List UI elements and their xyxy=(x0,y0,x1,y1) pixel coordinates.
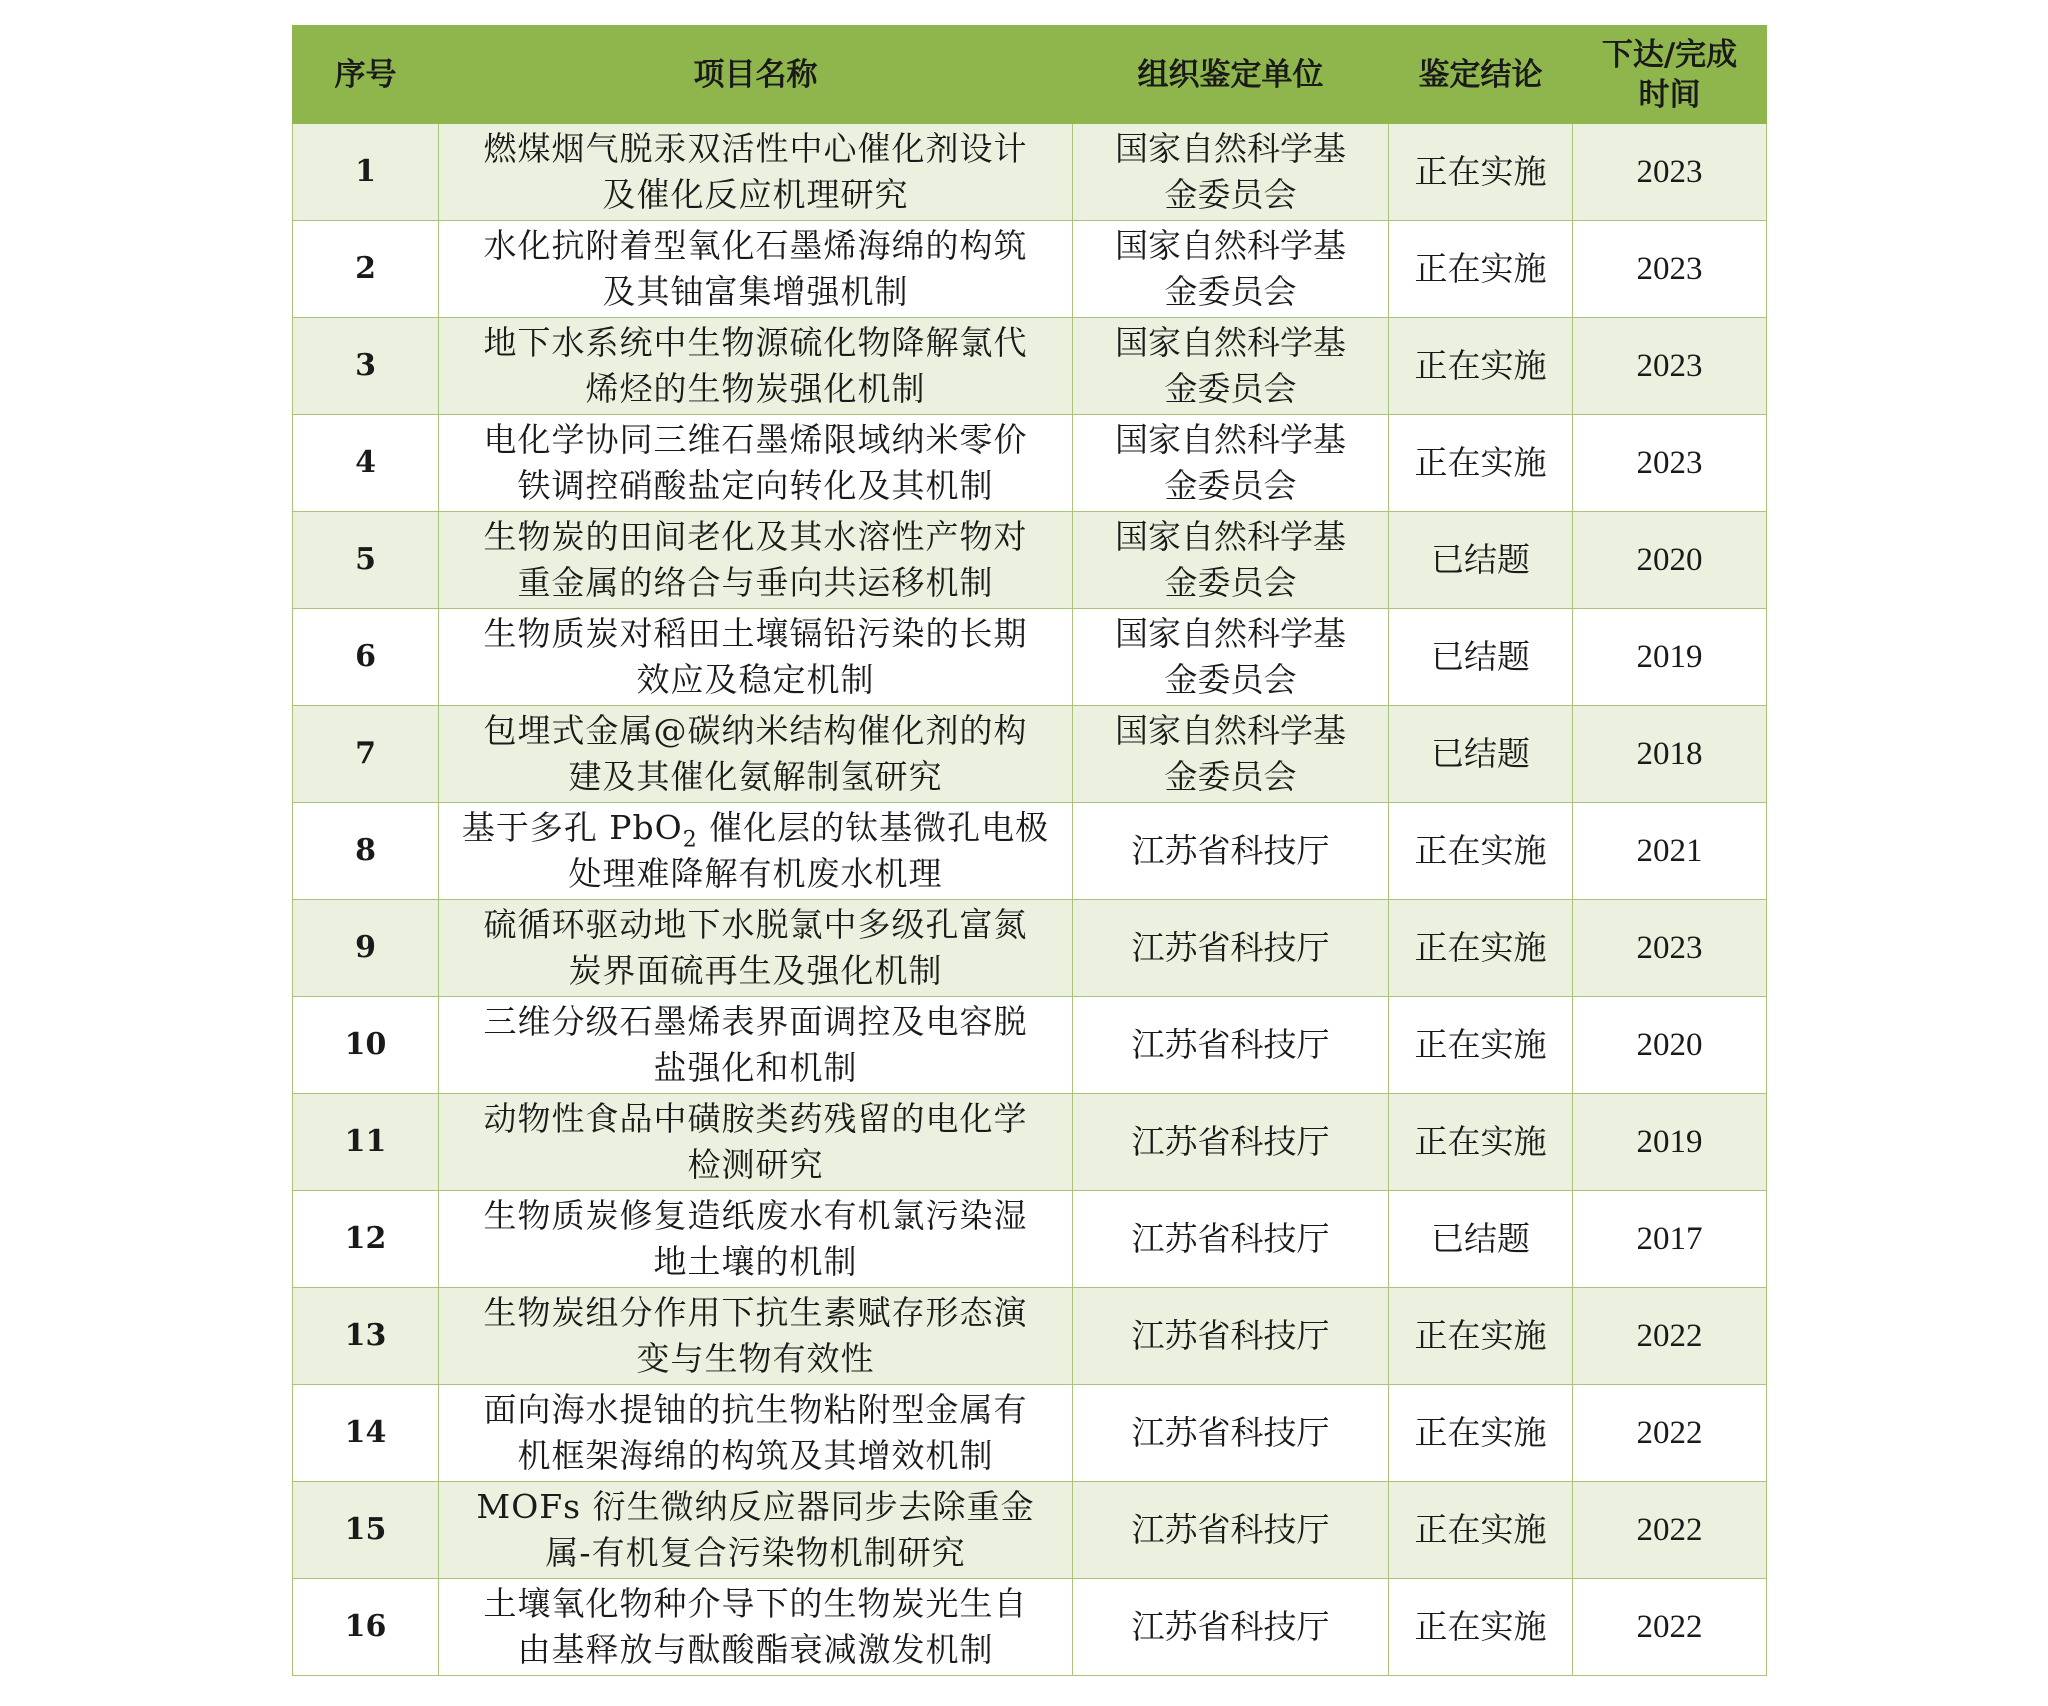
row-year-cell: 2023 xyxy=(1573,221,1767,318)
row-result-cell: 正在实施 xyxy=(1389,318,1573,415)
row-result-cell: 正在实施 xyxy=(1389,124,1573,221)
row-name-line1: 生物炭组分作用下抗生素赋存形态演 xyxy=(483,1293,1028,1332)
row-name-line1: 动物性食品中磺胺类药残留的电化学 xyxy=(483,1099,1028,1138)
row-num-cell: 4 xyxy=(293,415,439,512)
header-result: 鉴定结论 xyxy=(1389,26,1573,124)
row-year-cell: 2023 xyxy=(1573,415,1767,512)
row-name-line1: 生物质炭修复造纸废水有机氯污染湿 xyxy=(483,1196,1028,1235)
row-year-cell: 2023 xyxy=(1573,900,1767,997)
row-name-cell xyxy=(439,609,1073,706)
row-name-line1: 硫循环驱动地下水脱氯中多级孔富氮 xyxy=(483,905,1028,944)
row-name-line2: 变与生物有效性 xyxy=(636,1339,875,1378)
row-org-line1: 国家自然科学基 xyxy=(1115,614,1346,653)
row-year-cell: 2022 xyxy=(1573,1288,1767,1385)
row-org-line2: 金委员会 xyxy=(1164,466,1297,505)
table-header xyxy=(293,26,1767,124)
row-year-cell: 2019 xyxy=(1573,609,1767,706)
table-row xyxy=(293,803,1767,900)
header-row xyxy=(293,26,1767,124)
row-name-line2: 由基释放与酞酸酯衰减激发机制 xyxy=(517,1630,994,1669)
row-year-cell: 2022 xyxy=(1573,1385,1767,1482)
table-row xyxy=(293,1482,1767,1579)
row-result-cell: 正在实施 xyxy=(1389,1579,1573,1676)
table-body xyxy=(293,124,1767,1676)
row-year-cell: 2021 xyxy=(1573,803,1767,900)
row-org-line2: 金委员会 xyxy=(1164,272,1297,311)
row-result-cell: 已结题 xyxy=(1389,706,1573,803)
row-org-line2: 金委员会 xyxy=(1164,563,1297,602)
row-name-line2: 地土壤的机制 xyxy=(653,1242,858,1281)
row-org-text: 江苏省科技厅 xyxy=(1131,831,1330,870)
row-name-line1: 土壤氧化物种介导下的生物炭光生自 xyxy=(483,1584,1028,1623)
row-name-line2: 检测研究 xyxy=(687,1145,824,1184)
table-row xyxy=(293,1385,1767,1482)
row-name-line1: 包埋式金属@碳纳米结构催化剂的构 xyxy=(483,711,1028,750)
table-row xyxy=(293,706,1767,803)
row-year-cell: 2017 xyxy=(1573,1191,1767,1288)
row-year-cell: 2023 xyxy=(1573,124,1767,221)
row-org-cell xyxy=(1073,997,1389,1094)
row-org-line2: 金委员会 xyxy=(1164,660,1297,699)
table-row xyxy=(293,900,1767,997)
row-name-line2: 建及其催化氨解制氢研究 xyxy=(568,757,943,796)
row-name-post: 催化层的钛基微孔电极 xyxy=(697,808,1050,847)
row-org-line1: 国家自然科学基 xyxy=(1115,226,1346,265)
row-year-cell: 2023 xyxy=(1573,318,1767,415)
row-num-cell: 10 xyxy=(293,997,439,1094)
row-num-cell: 9 xyxy=(293,900,439,997)
row-name-line2: 效应及稳定机制 xyxy=(636,660,875,699)
row-result-cell: 正在实施 xyxy=(1389,997,1573,1094)
row-org-cell xyxy=(1073,803,1389,900)
row-name-pre: 基于多孔 PbO xyxy=(461,808,683,847)
table-row xyxy=(293,609,1767,706)
row-name-sub: 2 xyxy=(682,827,698,853)
row-name-cell xyxy=(439,1191,1073,1288)
row-year-cell: 2018 xyxy=(1573,706,1767,803)
row-org-line2: 金委员会 xyxy=(1164,175,1297,214)
row-org-cell xyxy=(1073,1191,1389,1288)
row-org-text: 江苏省科技厅 xyxy=(1131,1122,1330,1161)
row-result-cell: 正在实施 xyxy=(1389,221,1573,318)
row-name-cell xyxy=(439,1482,1073,1579)
header-org: 组织鉴定单位 xyxy=(1073,26,1389,124)
row-name-line1: 电化学协同三维石墨烯限域纳米零价 xyxy=(483,420,1028,459)
row-name-line1: 生物质炭对稻田土壤镉铅污染的长期 xyxy=(483,614,1028,653)
row-result-cell: 正在实施 xyxy=(1389,1482,1573,1579)
row-name-line2: 及其铀富集增强机制 xyxy=(602,272,909,311)
table-row xyxy=(293,1191,1767,1288)
row-org-line1: 国家自然科学基 xyxy=(1115,517,1346,556)
table-row xyxy=(293,1288,1767,1385)
row-name-line1: 面向海水提铀的抗生物粘附型金属有 xyxy=(483,1390,1028,1429)
row-org-text: 江苏省科技厅 xyxy=(1131,1025,1330,1064)
row-year-cell: 2022 xyxy=(1573,1579,1767,1676)
row-org-text: 江苏省科技厅 xyxy=(1131,1510,1330,1549)
row-org-line1: 国家自然科学基 xyxy=(1115,323,1346,362)
row-result-cell: 正在实施 xyxy=(1389,1288,1573,1385)
table-row xyxy=(293,1094,1767,1191)
row-num-cell: 3 xyxy=(293,318,439,415)
row-org-cell xyxy=(1073,609,1389,706)
row-name-cell xyxy=(439,1579,1073,1676)
table-row xyxy=(293,997,1767,1094)
row-num-cell: 13 xyxy=(293,1288,439,1385)
row-org-cell xyxy=(1073,1579,1389,1676)
row-num-cell: 6 xyxy=(293,609,439,706)
row-year-cell: 2020 xyxy=(1573,512,1767,609)
row-name-cell xyxy=(439,512,1073,609)
row-org-text: 江苏省科技厅 xyxy=(1131,1316,1330,1355)
row-name-line2: 处理难降解有机废水机理 xyxy=(568,854,943,893)
row-name-line1: 地下水系统中生物源硫化物降解氯代 xyxy=(483,323,1028,362)
row-org-cell xyxy=(1073,1094,1389,1191)
row-org-line2: 金委员会 xyxy=(1164,757,1297,796)
table-row xyxy=(293,1579,1767,1676)
row-name-line1: 生物炭的田间老化及其水溶性产物对 xyxy=(483,517,1028,556)
row-name-line2: 铁调控硝酸盐定向转化及其机制 xyxy=(517,466,994,505)
row-org-cell xyxy=(1073,221,1389,318)
table-row xyxy=(293,318,1767,415)
row-name-line1 xyxy=(447,805,1064,851)
row-num-cell: 11 xyxy=(293,1094,439,1191)
row-num-cell: 8 xyxy=(293,803,439,900)
row-org-line1: 国家自然科学基 xyxy=(1115,129,1346,168)
row-org-cell xyxy=(1073,1288,1389,1385)
row-year-cell: 2020 xyxy=(1573,997,1767,1094)
row-name-cell xyxy=(439,221,1073,318)
row-org-line1: 国家自然科学基 xyxy=(1115,420,1346,459)
row-name-line2: 烯烃的生物炭强化机制 xyxy=(585,369,926,408)
row-name-line1: 水化抗附着型氧化石墨烯海绵的构筑 xyxy=(483,226,1028,265)
row-org-text: 江苏省科技厅 xyxy=(1131,928,1330,967)
row-name-line2: 及催化反应机理研究 xyxy=(602,175,909,214)
row-result-cell: 正在实施 xyxy=(1389,803,1573,900)
row-org-cell xyxy=(1073,1482,1389,1579)
row-result-cell: 正在实施 xyxy=(1389,415,1573,512)
row-name-cell xyxy=(439,706,1073,803)
row-result-cell: 已结题 xyxy=(1389,609,1573,706)
row-num-cell: 5 xyxy=(293,512,439,609)
row-org-line1: 国家自然科学基 xyxy=(1115,711,1346,750)
header-time-line1: 下达/完成 xyxy=(1601,36,1738,73)
row-name-cell xyxy=(439,1094,1073,1191)
row-result-cell: 正在实施 xyxy=(1389,1385,1573,1482)
row-name-line2: 属-有机复合污染物机制研究 xyxy=(545,1533,966,1572)
row-org-text: 江苏省科技厅 xyxy=(1131,1413,1330,1452)
row-result-cell: 已结题 xyxy=(1389,512,1573,609)
row-name-line2: 炭界面硫再生及强化机制 xyxy=(568,951,943,990)
row-name-cell xyxy=(439,900,1073,997)
project-table xyxy=(292,25,1767,1676)
row-org-cell xyxy=(1073,900,1389,997)
row-result-cell: 正在实施 xyxy=(1389,900,1573,997)
row-name-cell xyxy=(439,997,1073,1094)
row-org-cell xyxy=(1073,512,1389,609)
row-name-cell xyxy=(439,1288,1073,1385)
row-org-cell xyxy=(1073,1385,1389,1482)
row-num-cell: 7 xyxy=(293,706,439,803)
row-org-line2: 金委员会 xyxy=(1164,369,1297,408)
header-name: 项目名称 xyxy=(439,26,1073,124)
row-name-cell xyxy=(439,124,1073,221)
row-num-cell: 14 xyxy=(293,1385,439,1482)
table-row xyxy=(293,124,1767,221)
row-org-cell xyxy=(1073,124,1389,221)
table-row xyxy=(293,221,1767,318)
row-org-text: 江苏省科技厅 xyxy=(1131,1607,1330,1646)
row-num-cell: 15 xyxy=(293,1482,439,1579)
row-year-cell: 2022 xyxy=(1573,1482,1767,1579)
row-org-cell xyxy=(1073,706,1389,803)
row-result-cell: 正在实施 xyxy=(1389,1094,1573,1191)
row-num-cell: 1 xyxy=(293,124,439,221)
row-name-line1: MOFs 衍生微纳反应器同步去除重金 xyxy=(476,1487,1035,1526)
row-name-line2: 重金属的络合与垂向共运移机制 xyxy=(517,563,994,602)
row-name-cell xyxy=(439,415,1073,512)
row-name-cell xyxy=(439,318,1073,415)
row-name-line1: 燃煤烟气脱汞双活性中心催化剂设计 xyxy=(483,129,1028,168)
row-name-line1: 三维分级石墨烯表界面调控及电容脱 xyxy=(483,1002,1028,1041)
row-org-text: 江苏省科技厅 xyxy=(1131,1219,1330,1258)
row-result-cell: 已结题 xyxy=(1389,1191,1573,1288)
row-org-cell xyxy=(1073,318,1389,415)
table-row xyxy=(293,512,1767,609)
header-time xyxy=(1573,26,1767,124)
header-time-line2: 时间 xyxy=(1638,76,1701,113)
row-org-cell xyxy=(1073,415,1389,512)
header-num: 序号 xyxy=(293,26,439,124)
table-row xyxy=(293,415,1767,512)
row-name-line2: 盐强化和机制 xyxy=(653,1048,858,1087)
row-name-cell xyxy=(439,1385,1073,1482)
row-num-cell: 16 xyxy=(293,1579,439,1676)
row-name-line2: 机框架海绵的构筑及其增效机制 xyxy=(517,1436,994,1475)
row-name-cell xyxy=(439,803,1073,900)
row-num-cell: 2 xyxy=(293,221,439,318)
row-year-cell: 2019 xyxy=(1573,1094,1767,1191)
row-num-cell: 12 xyxy=(293,1191,439,1288)
